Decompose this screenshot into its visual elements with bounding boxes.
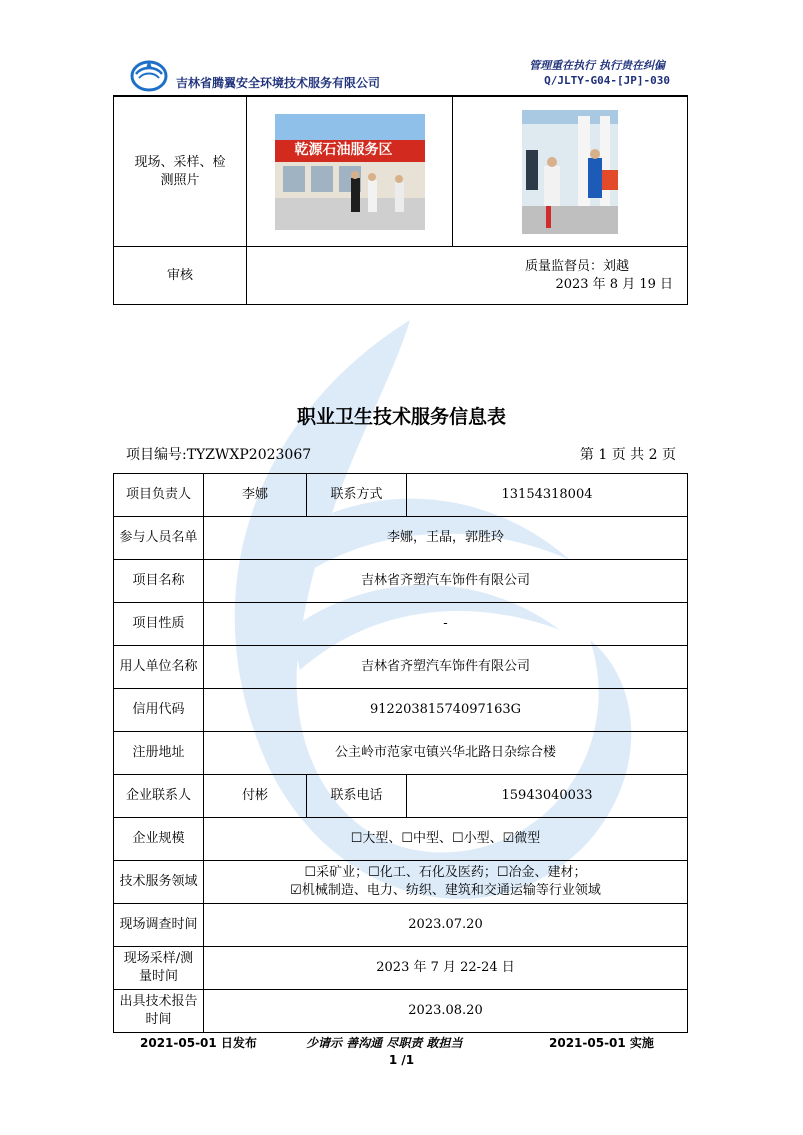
contact-label: 企业联系人	[114, 775, 204, 818]
nature-label: 项目性质	[114, 603, 204, 646]
phone-label: 联系电话	[307, 775, 407, 818]
field-line-2: ☑机械制造、电力、纺织、建筑和交通运输等行业领域	[290, 883, 601, 898]
members-label: 参与人员名单	[119, 530, 198, 545]
review-date: 2023 年 8 月 19 日	[555, 276, 673, 292]
field-label-cell	[114, 861, 204, 904]
photo-label: 现场、采样、检测照片	[134, 154, 226, 188]
members-label-cell	[114, 517, 204, 560]
employer-value: 吉林省齐塑汽车饰件有限公司	[204, 646, 688, 689]
field-line-1: ☐采矿业；☐化工、石化及医药；☐冶金、建材；	[304, 865, 587, 880]
nature-value: -	[204, 603, 688, 646]
leader-value: 李娜	[204, 474, 307, 517]
sampling-label: 现场采样/测量时间	[123, 951, 194, 984]
header-slogan: 管理重在执行 执行贵在纠偏	[529, 59, 665, 72]
effective-date: 2021-05-01 实施	[549, 1036, 654, 1050]
document-number: Q/JLTY-G04-[JP]-030	[544, 74, 670, 87]
photo-label-cell	[114, 97, 247, 247]
report-label-cell	[114, 990, 204, 1033]
employer-label: 用人单位名称	[119, 659, 198, 674]
issue-date: 2021-05-01 日发布	[140, 1036, 257, 1050]
form-title: 职业卫生技术服务信息表	[296, 406, 506, 428]
page-info: 第 1 页 共 2 页	[579, 447, 676, 463]
project-number: 项目编号:TYZWXP2023067	[126, 447, 312, 463]
company-logo-icon	[130, 56, 168, 92]
site-photo-2	[522, 110, 618, 234]
sampling-value: 2023 年 7 月 22-24 日	[204, 947, 688, 990]
contact-method-value: 13154318004	[407, 474, 688, 517]
leader-label: 项目负责人	[114, 474, 204, 517]
photo-shop-sign: 乾源石油服务区	[294, 141, 393, 158]
photo-cell-2	[453, 97, 688, 247]
quality-supervisor: 质量监督员：刘越	[524, 258, 629, 274]
address-value: 公主岭市范家屯镇兴华北路日杂综合楼	[204, 732, 688, 775]
report-label: 出具技术报告时间	[119, 994, 198, 1027]
footer-motto: 少请示 善沟通 尽职责 敢担当	[306, 1036, 463, 1050]
contact-value: 付彬	[204, 775, 307, 818]
page-number: 1 /1	[388, 1053, 415, 1067]
photo-review-table	[113, 96, 688, 305]
project-name-label: 项目名称	[114, 560, 204, 603]
credit-value: 91220381574097163G	[204, 689, 688, 732]
members-value: 李娜，王晶，郭胜玲	[204, 517, 688, 560]
site-photo-1	[275, 114, 425, 230]
survey-label: 现场调查时间	[119, 917, 198, 932]
field-label: 技术服务领域	[119, 874, 198, 889]
review-signature-cell	[247, 247, 688, 305]
company-name: 吉林省腾翼安全环境技术服务有限公司	[176, 76, 381, 90]
photo-cell-1	[247, 97, 453, 247]
contact-method-label: 联系方式	[307, 474, 407, 517]
sampling-label-cell	[114, 947, 204, 990]
field-value-cell	[204, 861, 688, 904]
report-value: 2023.08.20	[204, 990, 688, 1033]
survey-label-cell	[114, 904, 204, 947]
scale-value: ☐大型、☐中型、☐小型、☑微型	[204, 818, 688, 861]
phone-value: 15943040033	[407, 775, 688, 818]
scale-label: 企业规模	[114, 818, 204, 861]
survey-value: 2023.07.20	[204, 904, 688, 947]
address-label: 注册地址	[114, 732, 204, 775]
review-label-cell	[114, 247, 247, 305]
service-info-table	[113, 473, 688, 1033]
credit-label: 信用代码	[114, 689, 204, 732]
review-label: 审核	[166, 267, 193, 283]
project-name-value: 吉林省齐塑汽车饰件有限公司	[204, 560, 688, 603]
employer-label-cell	[114, 646, 204, 689]
